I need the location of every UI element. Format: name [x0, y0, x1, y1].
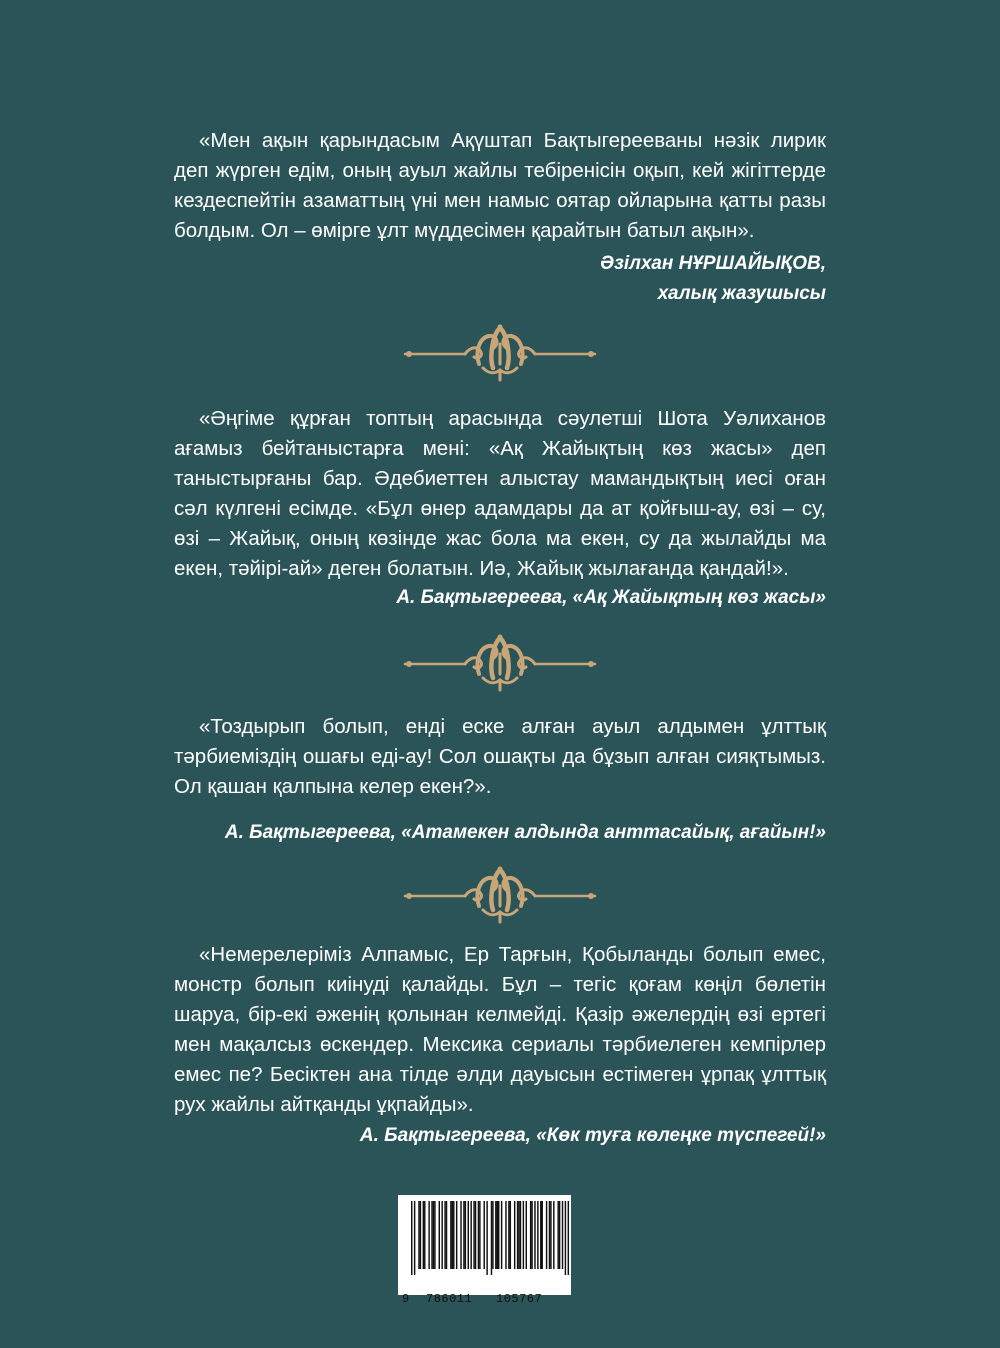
barcode-digit-first: 9	[402, 1292, 410, 1306]
barcode-bar	[478, 1201, 479, 1269]
quote-4-author: А. Бақтыгереева, «Көк туға көлеңке түспегей!»	[359, 1125, 826, 1146]
gold-floral-divider-icon	[403, 324, 597, 382]
barcode-bar	[450, 1201, 451, 1269]
quote-2-text: «Әңгіме құрған топтың арасында сәулетші Шота Уәлиханов ағамыз бейтаныстарға мені: «Ақ Жайықтың көз жасы» деп таныстырғаны бар. Әдебиеттен алыстау мамандықтың иесі оған сәл күлгені есімде. «Бұл өнер адамдары да ат қойғыш-ау, өзі – су, өзі – Жайық, оның көзінде жас бола ма екен, су да жылайды ма екен, тәйірі-ай» деген болатын. Иә, Жайық жылағанда қандай!».	[174, 407, 826, 580]
barcode-bar	[446, 1201, 447, 1269]
barcode-bar	[463, 1201, 464, 1269]
barcode-bar	[439, 1201, 440, 1269]
barcode-bar	[565, 1201, 566, 1275]
barcode-bar	[568, 1201, 569, 1275]
barcode-bar	[473, 1201, 474, 1269]
barcode-bar	[492, 1201, 493, 1269]
barcode-bar	[534, 1201, 535, 1269]
barcode-bar	[537, 1201, 538, 1269]
quote-1-author-name: Әзілхан НҰРШАЙЫҚОВ,	[599, 253, 826, 274]
barcode-bar	[423, 1201, 424, 1269]
barcode-bar	[514, 1201, 515, 1269]
barcode-bar	[431, 1201, 432, 1269]
barcode-digits-right: 105767	[496, 1292, 543, 1306]
barcode-bar	[498, 1201, 499, 1269]
barcode-bar	[501, 1201, 502, 1269]
barcode-bar	[497, 1201, 498, 1269]
barcode-bar	[542, 1201, 543, 1269]
barcode-bar	[434, 1201, 435, 1269]
barcode-bar	[495, 1201, 496, 1269]
barcode-bar	[428, 1201, 429, 1269]
barcode-digits-left: 786011	[426, 1292, 473, 1306]
barcode-bar	[418, 1201, 419, 1269]
barcode-bar	[553, 1201, 554, 1269]
quote-3-author: А. Бақтыгереева, «Атамекен алдында анттасайық, ағайын!»	[224, 822, 826, 843]
barcode-bar	[475, 1201, 476, 1269]
barcode-bar	[468, 1201, 469, 1269]
barcode-bar	[452, 1201, 453, 1269]
barcode-bar	[523, 1201, 524, 1269]
barcode-bar	[491, 1201, 492, 1275]
barcode-bar	[470, 1201, 471, 1269]
barcode-bars	[398, 1195, 571, 1275]
barcode-bar	[453, 1201, 454, 1269]
barcode-bar	[420, 1201, 421, 1269]
quote-3-text: «Тоздырып болып, енді еске алған ауыл алдымен ұлттық тәрбиеміздің ошағы еді-ау! Сол ошақты да бұзып алған сияқтымыз. Ол қашан қалпына келер екен?».	[174, 715, 826, 798]
barcode-bar	[505, 1201, 506, 1269]
barcode-bar	[557, 1201, 558, 1269]
barcode-bar	[465, 1201, 466, 1269]
barcode-bar	[559, 1201, 560, 1269]
barcode-bar	[520, 1201, 521, 1269]
barcode-bar	[433, 1201, 434, 1269]
barcode-bar	[531, 1201, 532, 1269]
barcode-bar	[530, 1201, 531, 1269]
quote-1-author	[600, 249, 826, 309]
barcode-bar	[441, 1201, 442, 1269]
barcode-bar	[479, 1201, 480, 1269]
barcode-bar	[510, 1201, 511, 1269]
quote-1-text: «Мен ақын қарындасым Ақүштап Бақтыгерееваны нәзік лирик деп жүрген едім, оның ауыл жайлы тебіренісін оқып, кей жігіттерде кездеспейтін азаматтың үні мен намыс оятар ойларына қатты разы болдым. Ол – өмірге ұлт мүддесімен қарайтын батыл ақын».	[174, 129, 826, 242]
barcode-bar	[517, 1201, 518, 1269]
barcode-bar	[508, 1201, 509, 1269]
barcode-bar	[550, 1201, 551, 1269]
barcode-bar	[456, 1201, 457, 1269]
isbn-barcode	[398, 1195, 571, 1306]
barcode-bar	[444, 1201, 445, 1269]
barcode-bar	[414, 1201, 415, 1275]
barcode-bar	[486, 1201, 487, 1275]
barcode-bar	[549, 1201, 550, 1269]
quote-4-text: «Немерелеріміз Алпамыс, Ер Тарғын, Қобыланды болып емес, монстр болып киінуді қалайды. Бұл – тегіс қоғам көңіл бөлетін шаруа, бір-екі әженің қолынан келмейді. Қазір әжелердің өзі ертегі мен мақалсыз өскендер. Мексика сериалы тәрбиелеген кемпірлер емес пе? Бесіктен ана тілде әлди дауысын естімеген ұрпақ ұлттық рух жайлы айтқанды ұқпайды».	[174, 943, 826, 1116]
gold-floral-divider-icon	[403, 866, 597, 924]
barcode-bar	[411, 1201, 412, 1275]
barcode-bar	[546, 1201, 547, 1269]
barcode-bar	[518, 1201, 519, 1269]
barcode-bar	[540, 1201, 541, 1269]
barcode-bar	[424, 1201, 425, 1269]
quote-2-author: А. Бақтыгереева, «Ақ Жайықтың көз жасы»	[396, 587, 826, 608]
barcode-bar	[526, 1201, 527, 1269]
gold-floral-divider-icon	[403, 634, 597, 692]
barcode-bar	[484, 1201, 485, 1269]
quote-1-author-title: халық жазушысы	[657, 283, 826, 304]
barcode-bar	[562, 1201, 563, 1269]
barcode-bar	[460, 1201, 461, 1269]
